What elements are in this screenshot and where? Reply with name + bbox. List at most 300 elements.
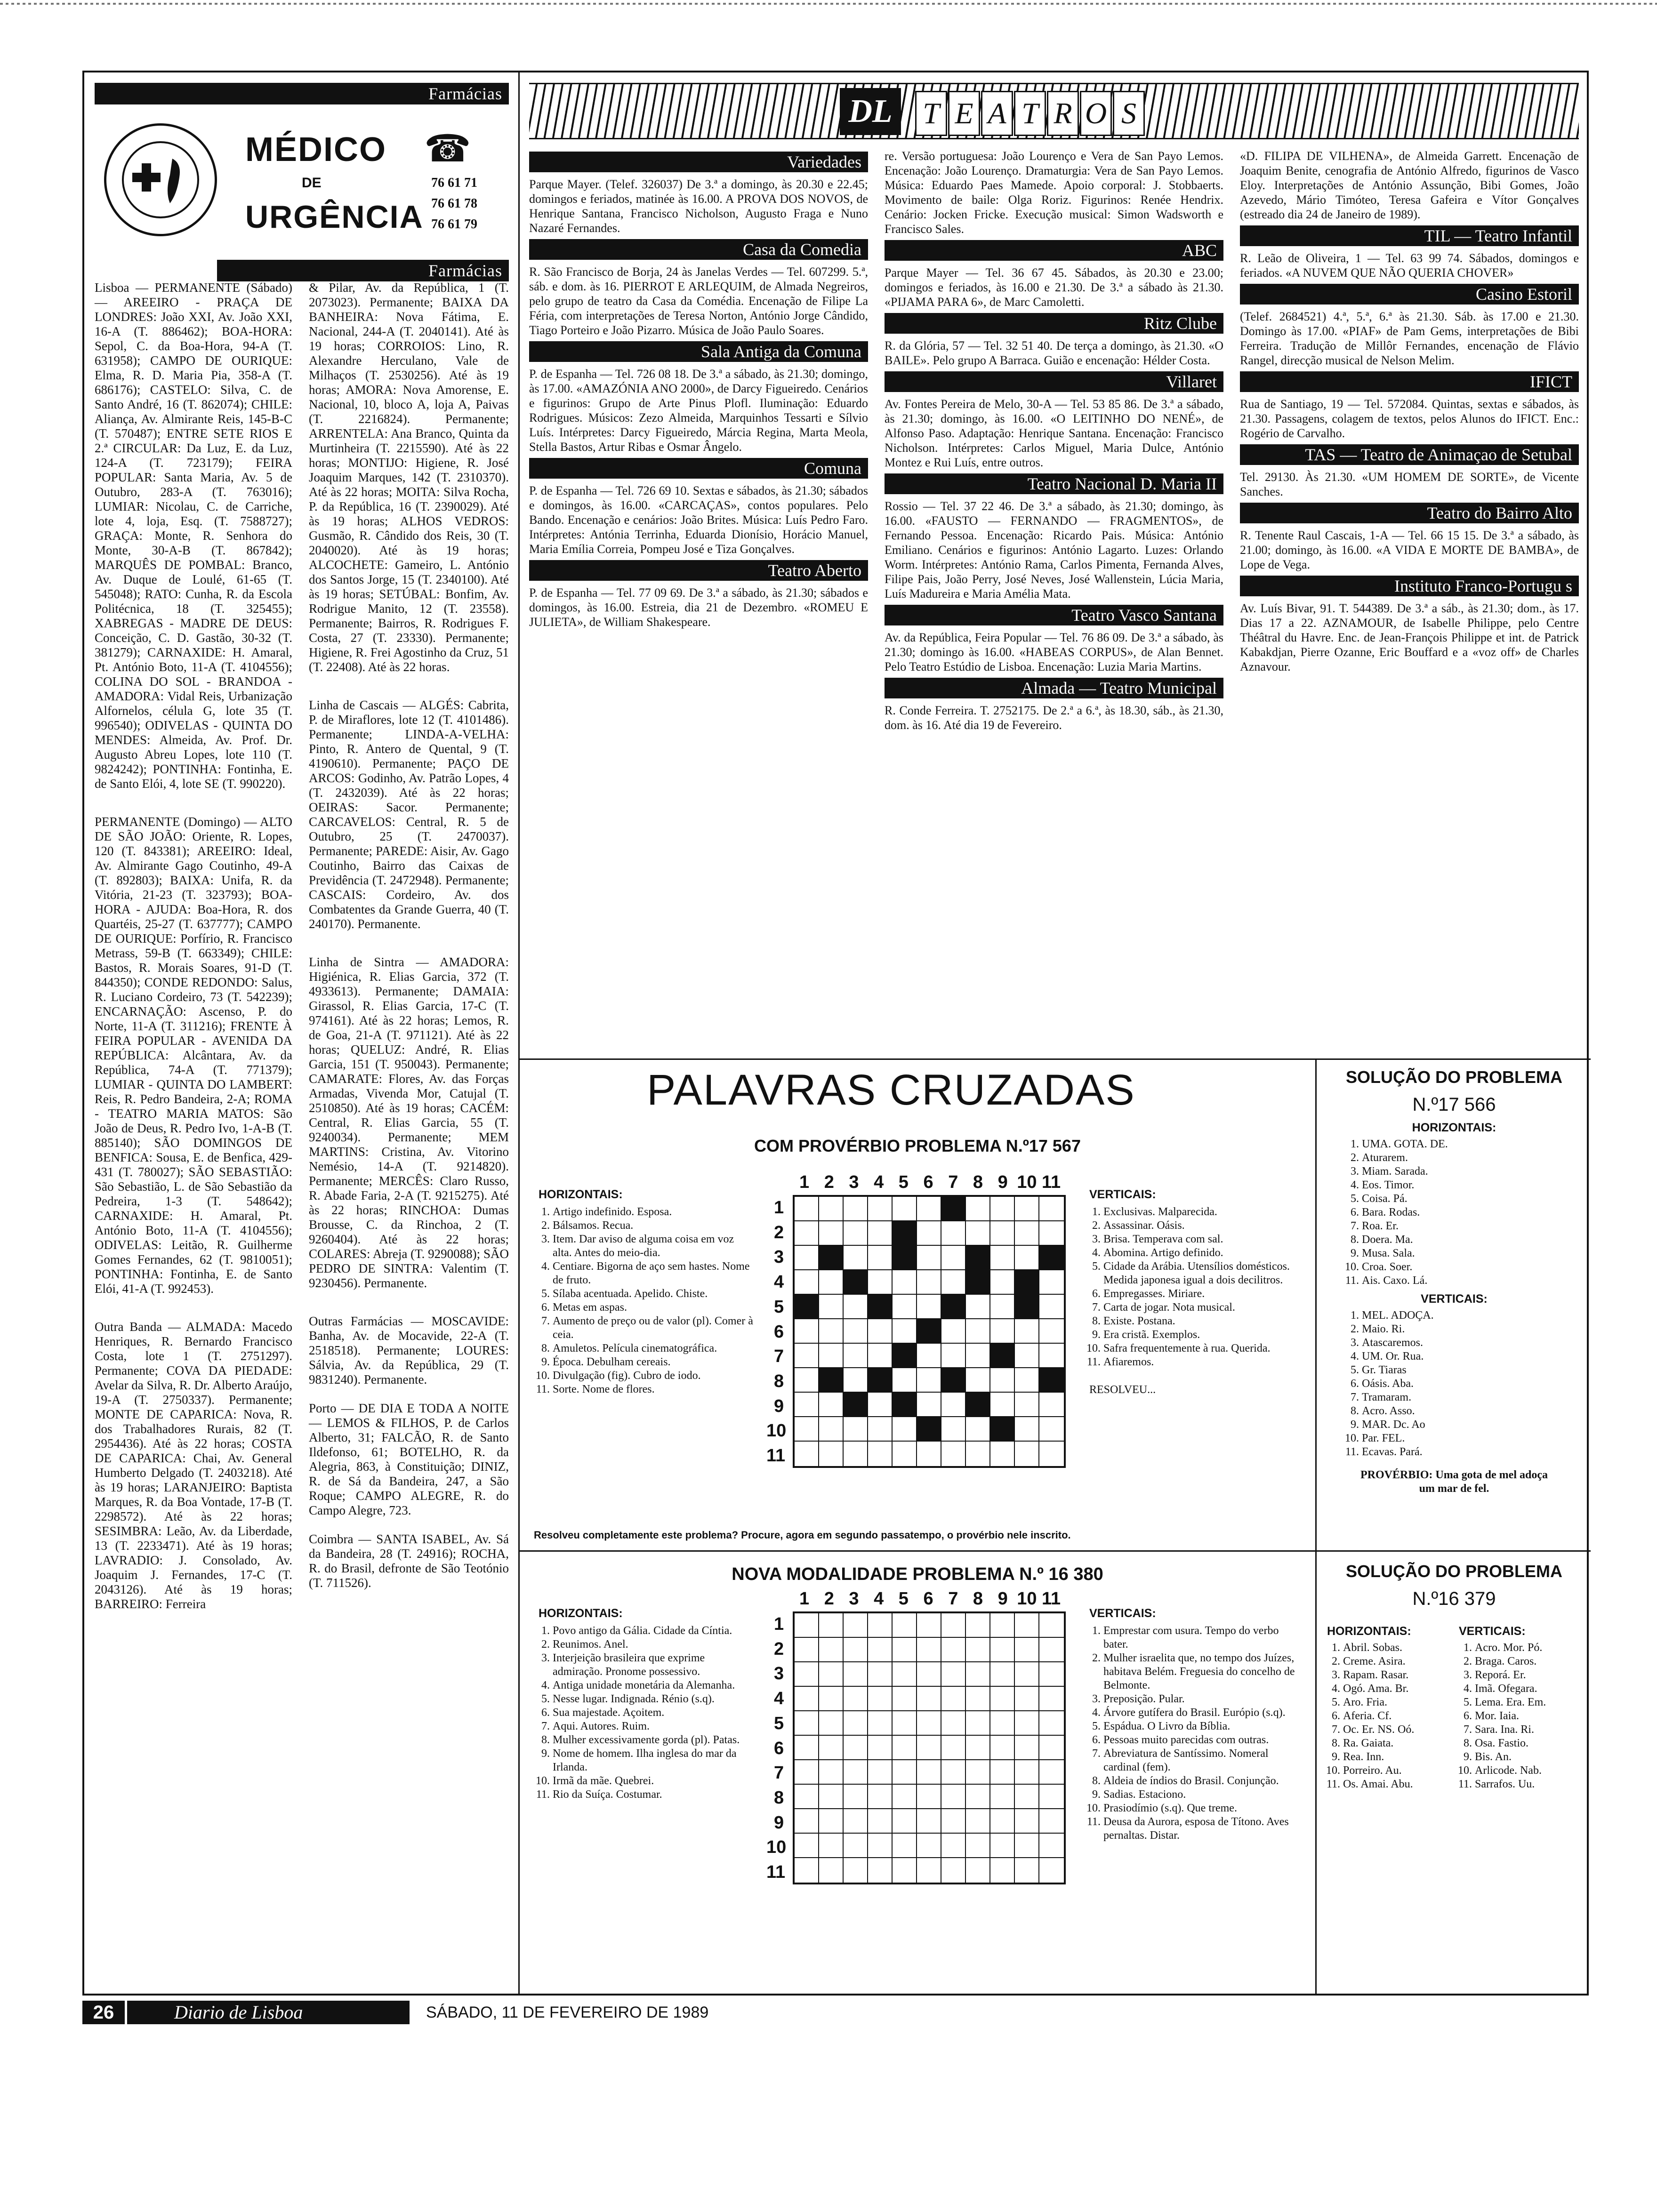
- clinic-logo: [104, 123, 217, 236]
- solution-entry: 11. Os. Amai. Abu.: [1343, 1778, 1449, 1791]
- grid-cell[interactable]: [1015, 1319, 1039, 1344]
- grid-cell[interactable]: [795, 1613, 819, 1638]
- grid-cell[interactable]: [990, 1295, 1015, 1319]
- grid-cell[interactable]: [1015, 1295, 1039, 1319]
- grid-cell[interactable]: [795, 1638, 819, 1662]
- grid-cell[interactable]: [819, 1785, 844, 1809]
- grid-cell[interactable]: [868, 1417, 893, 1442]
- grid-cell[interactable]: [941, 1687, 966, 1711]
- grid-cell[interactable]: [868, 1295, 893, 1319]
- grid-column-number: 9: [997, 1172, 1008, 1192]
- grid-cell[interactable]: [868, 1246, 893, 1270]
- grid-cell[interactable]: [941, 1221, 966, 1246]
- grid-cell[interactable]: [966, 1221, 990, 1246]
- grid-cell[interactable]: [941, 1319, 966, 1344]
- grid-cell[interactable]: [966, 1834, 990, 1858]
- grid-cell[interactable]: [795, 1809, 819, 1834]
- grid-cell[interactable]: [868, 1613, 893, 1638]
- grid-cell[interactable]: [868, 1197, 893, 1221]
- grid-cell[interactable]: [868, 1785, 893, 1809]
- grid-cell[interactable]: [893, 1736, 917, 1760]
- crossword-footer-note: Resolveu completamente este problema? Procure, agora em segundo passatempo, o provérbio nele inscrito.: [534, 1529, 1071, 1541]
- grid-cell[interactable]: [893, 1270, 917, 1295]
- grid-cell[interactable]: [868, 1662, 893, 1687]
- grid-cell[interactable]: [1015, 1613, 1039, 1638]
- grid-cell[interactable]: [1039, 1270, 1064, 1295]
- grid-column-number: 4: [874, 1172, 884, 1192]
- grid-cell[interactable]: [844, 1834, 868, 1858]
- grid-cell[interactable]: [819, 1687, 844, 1711]
- grid-cell[interactable]: [1015, 1417, 1039, 1442]
- grid-cell[interactable]: [1039, 1368, 1064, 1393]
- grid-cell[interactable]: [795, 1270, 819, 1295]
- grid-cell[interactable]: [893, 1760, 917, 1785]
- grid-cell[interactable]: [819, 1344, 844, 1368]
- grid-cell[interactable]: [819, 1270, 844, 1295]
- grid-row-number: 6: [774, 1322, 784, 1342]
- grid-cell[interactable]: [893, 1417, 917, 1442]
- grid-cell[interactable]: [941, 1246, 966, 1270]
- grid-cell[interactable]: [795, 1711, 819, 1736]
- grid-cell[interactable]: [844, 1442, 868, 1466]
- grid-cell[interactable]: [844, 1246, 868, 1270]
- grid-cell[interactable]: [1015, 1809, 1039, 1834]
- grid-cell[interactable]: [1039, 1344, 1064, 1368]
- grid-cell[interactable]: [941, 1760, 966, 1785]
- grid-column-number: 5: [898, 1172, 909, 1192]
- grid-cell[interactable]: [844, 1662, 868, 1687]
- teatros-letter: A: [981, 91, 1013, 136]
- grid-cell[interactable]: [795, 1687, 819, 1711]
- clue: 6. Sua majestade. Açoitem.: [553, 1706, 746, 1720]
- pharmacy-text-right: [309, 281, 509, 1595]
- grid-column-number: 3: [849, 1172, 859, 1192]
- grid-cell[interactable]: [941, 1295, 966, 1319]
- grid-cell[interactable]: [893, 1785, 917, 1809]
- grid-cell[interactable]: [990, 1417, 1015, 1442]
- grid-cell[interactable]: [917, 1319, 941, 1344]
- grid-cell[interactable]: [844, 1785, 868, 1809]
- theatre-heading: Teatro Vasco Santana: [885, 605, 1223, 625]
- grid-cell[interactable]: [917, 1295, 941, 1319]
- grid-cell[interactable]: [966, 1295, 990, 1319]
- grid-cell[interactable]: [819, 1221, 844, 1246]
- grid-cell[interactable]: [966, 1736, 990, 1760]
- page-footer: [82, 1998, 1589, 2026]
- grid-cell[interactable]: [844, 1417, 868, 1442]
- clue: 10. Irmã da mãe. Quebrei.: [553, 1774, 746, 1788]
- grid-cell[interactable]: [893, 1858, 917, 1883]
- clue: 6. Metas em aspas.: [553, 1301, 755, 1314]
- grid-cell[interactable]: [990, 1613, 1015, 1638]
- grid-cell[interactable]: [1015, 1393, 1039, 1417]
- solution-entry: 9. MAR. Dc. Ao: [1362, 1418, 1581, 1432]
- grid-cell[interactable]: [917, 1638, 941, 1662]
- grid-cell[interactable]: [1039, 1613, 1064, 1638]
- grid-cell[interactable]: [819, 1393, 844, 1417]
- grid-cell[interactable]: [819, 1197, 844, 1221]
- grid-cell[interactable]: [868, 1221, 893, 1246]
- grid-cell[interactable]: [819, 1711, 844, 1736]
- grid-cell[interactable]: [966, 1344, 990, 1368]
- grid-cell[interactable]: [1015, 1368, 1039, 1393]
- grid-cell[interactable]: [966, 1393, 990, 1417]
- grid-cell[interactable]: [1039, 1662, 1064, 1687]
- grid-cell[interactable]: [844, 1393, 868, 1417]
- crossword-2-grid[interactable]: [793, 1611, 1066, 1884]
- grid-cell[interactable]: [941, 1270, 966, 1295]
- grid-cell[interactable]: [917, 1711, 941, 1736]
- grid-cell[interactable]: [917, 1368, 941, 1393]
- grid-cell[interactable]: [1015, 1270, 1039, 1295]
- grid-cell[interactable]: [1039, 1221, 1064, 1246]
- grid-cell[interactable]: [1015, 1442, 1039, 1466]
- grid-cell[interactable]: [966, 1662, 990, 1687]
- grid-cell[interactable]: [1015, 1344, 1039, 1368]
- grid-cell[interactable]: [990, 1221, 1015, 1246]
- grid-cell[interactable]: [1015, 1638, 1039, 1662]
- grid-cell[interactable]: [990, 1442, 1015, 1466]
- grid-cell[interactable]: [990, 1270, 1015, 1295]
- theatre-body: re. Versão portuguesa: João Lourenço e Vera de San Payo Lemos. Encenação: João Lourenço. Dramaturgia: Vera de San Payo Lemos. Música: Eduardo Paes Mamede. Apoio corporal: J. Stobbaerts. Movimento de baile: Olga Roriz. Figurinos: Renée Hendrix. Cenário: Jocken Fricke. Execução musical: Simon Wadsworth e Francisco Sales.: [885, 149, 1223, 236]
- grid-cell[interactable]: [1015, 1834, 1039, 1858]
- grid-cell[interactable]: [868, 1442, 893, 1466]
- grid-cell[interactable]: [844, 1295, 868, 1319]
- grid-cell[interactable]: [795, 1197, 819, 1221]
- grid-cell[interactable]: [917, 1760, 941, 1785]
- grid-cell[interactable]: [966, 1785, 990, 1809]
- grid-cell[interactable]: [941, 1662, 966, 1687]
- grid-cell[interactable]: [1015, 1687, 1039, 1711]
- solution-entry: 7. Roa. Er.: [1362, 1219, 1581, 1233]
- crossword-horizontals: [539, 1188, 755, 1396]
- grid-cell[interactable]: [795, 1858, 819, 1883]
- grid-cell[interactable]: [893, 1442, 917, 1466]
- grid-cell[interactable]: [795, 1295, 819, 1319]
- grid-cell[interactable]: [1039, 1711, 1064, 1736]
- grid-cell[interactable]: [844, 1858, 868, 1883]
- grid-cell[interactable]: [893, 1295, 917, 1319]
- grid-cell[interactable]: [990, 1197, 1015, 1221]
- solution-entry: 2. Aturarem.: [1362, 1151, 1581, 1165]
- grid-cell[interactable]: [844, 1319, 868, 1344]
- grid-cell[interactable]: [844, 1736, 868, 1760]
- grid-row-number: 2: [774, 1639, 784, 1659]
- grid-cell[interactable]: [868, 1736, 893, 1760]
- grid-cell[interactable]: [990, 1785, 1015, 1809]
- grid-cell[interactable]: [844, 1613, 868, 1638]
- grid-cell[interactable]: [844, 1809, 868, 1834]
- solution-entry: 5. Aro. Fria.: [1343, 1696, 1449, 1709]
- grid-cell[interactable]: [990, 1858, 1015, 1883]
- grid-cell[interactable]: [1015, 1221, 1039, 1246]
- grid-cell[interactable]: [819, 1442, 844, 1466]
- grid-cell[interactable]: [990, 1638, 1015, 1662]
- theatre-body: Av. da República, Feira Popular — Tel. 76 86 09. De 3.ª a sábado, às 21.30; domingo às 16.00. «HABEAS CORPUS», de Alan Bennet. Pelo Teatro Estúdio de Lisboa. Encenação: Luzia Maria Martins.: [885, 631, 1223, 673]
- grid-cell[interactable]: [941, 1858, 966, 1883]
- grid-cell[interactable]: [966, 1319, 990, 1344]
- grid-cell[interactable]: [1039, 1736, 1064, 1760]
- clue: 4. Árvore gutífera do Brasil. Európio (s.q).: [1103, 1706, 1296, 1720]
- grid-cell[interactable]: [917, 1858, 941, 1883]
- grid-cell[interactable]: [917, 1613, 941, 1638]
- grid-cell[interactable]: [893, 1393, 917, 1417]
- grid-cell[interactable]: [868, 1344, 893, 1368]
- grid-cell[interactable]: [795, 1319, 819, 1344]
- grid-cell[interactable]: [966, 1442, 990, 1466]
- grid-cell[interactable]: [917, 1785, 941, 1809]
- grid-cell[interactable]: [990, 1809, 1015, 1834]
- grid-cell[interactable]: [1015, 1662, 1039, 1687]
- grid-cell[interactable]: [795, 1760, 819, 1785]
- grid-cell[interactable]: [868, 1809, 893, 1834]
- grid-cell[interactable]: [1039, 1246, 1064, 1270]
- pharmacy-coimbra: Coimbra — SANTA ISABEL, Av. Sá da Bandeira, 28 (T. 24916); ROCHA, R. do Brasil, defronte de São Teotónio (T. 711526).: [309, 1532, 509, 1590]
- grid-cell[interactable]: [917, 1393, 941, 1417]
- grid-cell[interactable]: [893, 1809, 917, 1834]
- clues-heading: VERTICAIS:: [1089, 1607, 1156, 1620]
- grid-cell[interactable]: [1039, 1417, 1064, 1442]
- grid-cell[interactable]: [966, 1760, 990, 1785]
- grid-cell[interactable]: [795, 1246, 819, 1270]
- grid-cell[interactable]: [966, 1417, 990, 1442]
- grid-cell[interactable]: [819, 1319, 844, 1344]
- grid-cell[interactable]: [966, 1711, 990, 1736]
- grid-cell[interactable]: [990, 1246, 1015, 1270]
- grid-cell[interactable]: [1015, 1785, 1039, 1809]
- grid-cell[interactable]: [844, 1344, 868, 1368]
- grid-cell[interactable]: [917, 1344, 941, 1368]
- teatros-letter: T: [1014, 91, 1046, 136]
- grid-cell[interactable]: [795, 1221, 819, 1246]
- grid-column-number: 10: [1017, 1589, 1037, 1609]
- solution-entry: 3. Reporá. Er.: [1475, 1668, 1581, 1682]
- theatre-body: P. de Espanha — Tel. 726 69 10. Sextas e sábados, às 21.30; sábados e domingos, às 16.00. «CARCAÇAS», contos populares. Pelo Bando. Encenação e cenários: João Brites. Música: Luís Pedro Faro. Intérpretes: Antónia Terrinha, Eduarda Dionísio, Horácio Manuel, Maria Emília Correia, Pompeu José e Tiza Gonçalves.: [529, 484, 868, 556]
- medico-title: MÉDICO: [245, 131, 386, 168]
- solution-entry: 8. Ra. Gaiata.: [1343, 1737, 1449, 1750]
- grid-cell[interactable]: [941, 1368, 966, 1393]
- grid-cell[interactable]: [893, 1638, 917, 1662]
- solution-entry: 10. Croa. Soer.: [1362, 1260, 1581, 1274]
- grid-cell[interactable]: [819, 1368, 844, 1393]
- solution-entry: 6. Mor. Iaia.: [1475, 1709, 1581, 1723]
- grid-cell[interactable]: [868, 1368, 893, 1393]
- grid-cell[interactable]: [966, 1246, 990, 1270]
- grid-cell[interactable]: [844, 1711, 868, 1736]
- grid-cell[interactable]: [990, 1368, 1015, 1393]
- grid-cell[interactable]: [893, 1246, 917, 1270]
- grid-cell[interactable]: [941, 1197, 966, 1221]
- grid-cell[interactable]: [990, 1344, 1015, 1368]
- grid-cell[interactable]: [868, 1638, 893, 1662]
- grid-cell[interactable]: [893, 1221, 917, 1246]
- grid-cell[interactable]: [893, 1662, 917, 1687]
- grid-cell[interactable]: [941, 1613, 966, 1638]
- grid-cell[interactable]: [917, 1221, 941, 1246]
- grid-cell[interactable]: [893, 1613, 917, 1638]
- solution-entry: 7. Tramaram.: [1362, 1391, 1581, 1404]
- grid-cell[interactable]: [917, 1246, 941, 1270]
- grid-cell[interactable]: [819, 1834, 844, 1858]
- clue: 8. Amuletos. Película cinematográfica.: [553, 1342, 755, 1355]
- grid-cell[interactable]: [941, 1417, 966, 1442]
- grid-cell[interactable]: [1039, 1858, 1064, 1883]
- grid-cell[interactable]: [990, 1319, 1015, 1344]
- grid-cell[interactable]: [1015, 1858, 1039, 1883]
- grid-cell[interactable]: [917, 1687, 941, 1711]
- grid-cell[interactable]: [1039, 1785, 1064, 1809]
- grid-cell[interactable]: [795, 1393, 819, 1417]
- grid-cell[interactable]: [1039, 1393, 1064, 1417]
- grid-cell[interactable]: [819, 1417, 844, 1442]
- grid-cell[interactable]: [844, 1368, 868, 1393]
- theatre-heading: Sala Antiga da Comuna: [529, 341, 868, 362]
- grid-cell[interactable]: [893, 1319, 917, 1344]
- grid-cell[interactable]: [819, 1613, 844, 1638]
- grid-cell[interactable]: [819, 1246, 844, 1270]
- grid-cell[interactable]: [819, 1760, 844, 1785]
- grid-cell[interactable]: [844, 1687, 868, 1711]
- grid-cell[interactable]: [917, 1834, 941, 1858]
- solution-entry: 5. Lema. Era. Em.: [1475, 1696, 1581, 1709]
- grid-cell[interactable]: [893, 1344, 917, 1368]
- grid-cell[interactable]: [1039, 1442, 1064, 1466]
- grid-cell[interactable]: [966, 1638, 990, 1662]
- grid-cell[interactable]: [990, 1760, 1015, 1785]
- grid-cell[interactable]: [941, 1785, 966, 1809]
- grid-cell[interactable]: [795, 1442, 819, 1466]
- grid-cell[interactable]: [868, 1393, 893, 1417]
- grid-cell[interactable]: [966, 1368, 990, 1393]
- grid-cell[interactable]: [868, 1834, 893, 1858]
- theatre-body: P. de Espanha — Tel. 726 08 18. De 3.ª a sábado, às 21.30; domingo, às 17.00. «AMAZÓNIA ANO 2000», de Darcy Figueiredo. Cenários e figurinos: Grupo de Arte Pinus Plofl. Iluminação: Eduardo Rodrigues. Músicos: Zezo Almeida, Marquinhos Tessarti e Sílvio Luís. Intérpretes: Darcy Figueiredo, Márcia Regina, Marta Meola, Stella Bastos, Artur Ribas e Osmar Ângelo.: [529, 367, 868, 454]
- grid-cell[interactable]: [893, 1834, 917, 1858]
- grid-cell[interactable]: [941, 1344, 966, 1368]
- grid-cell[interactable]: [941, 1442, 966, 1466]
- grid-cell[interactable]: [990, 1736, 1015, 1760]
- grid-cell[interactable]: [990, 1687, 1015, 1711]
- grid-cell[interactable]: [941, 1809, 966, 1834]
- grid-cell[interactable]: [1039, 1197, 1064, 1221]
- solution-entry: 1. Abril. Sobas.: [1343, 1641, 1449, 1655]
- grid-cell[interactable]: [1039, 1295, 1064, 1319]
- grid-cell[interactable]: [990, 1662, 1015, 1687]
- solution-entry: 7. Oc. Er. NS. Oó.: [1343, 1723, 1449, 1737]
- grid-cell[interactable]: [941, 1393, 966, 1417]
- grid-cell[interactable]: [941, 1834, 966, 1858]
- grid-cell[interactable]: [1039, 1319, 1064, 1344]
- grid-cell[interactable]: [795, 1417, 819, 1442]
- pharmacy-cascais: Linha de Cascais — ALGÉS: Cabrita, P. de Miraflores, lote 12 (T. 4101486). Permanente; LINDA-A-VELHA: Pinto, R. Antero de Quental, 9 (T. 4190610). Permanente; PAÇO DE ARCOS: Godinho, Av. Patrão Lopes, 4 (T. 2432039). Até às 22 horas; OEIRAS: Sacor. Permanente; CARCAVELOS: Central, R. 5 de Outubro, 25 (T. 2470037). Permanente; PAREDE: Aisir, Av. Gago Coutinho, Bairro das Caixas de Previdência (T. 2472948). Permanente; CASCAIS: Cordeiro, Av. dos Combatentes da Grande Guerra, 40 (T. 240170). Permanente.: [309, 698, 509, 931]
- grid-cell[interactable]: [795, 1662, 819, 1687]
- grid-cell[interactable]: [1015, 1246, 1039, 1270]
- grid-cell[interactable]: [819, 1809, 844, 1834]
- grid-cell[interactable]: [868, 1270, 893, 1295]
- grid-cell[interactable]: [893, 1711, 917, 1736]
- clue: 1. Exclusivas. Malparecida.: [1103, 1205, 1296, 1219]
- solution-2: [1327, 1560, 1581, 1983]
- clue: 5. Sílaba acentuada. Apelido. Chiste.: [553, 1287, 755, 1301]
- grid-cell[interactable]: [990, 1393, 1015, 1417]
- grid-cell[interactable]: [868, 1319, 893, 1344]
- grid-cell[interactable]: [966, 1613, 990, 1638]
- grid-cell[interactable]: [1039, 1834, 1064, 1858]
- grid-cell[interactable]: [1015, 1711, 1039, 1736]
- grid-cell[interactable]: [868, 1760, 893, 1785]
- grid-cell[interactable]: [893, 1368, 917, 1393]
- theatre-heading: Villaret: [885, 371, 1223, 392]
- solution-number: N.º16 379: [1412, 1588, 1496, 1609]
- grid-cell[interactable]: [1015, 1197, 1039, 1221]
- grid-cell[interactable]: [1015, 1760, 1039, 1785]
- grid-cell[interactable]: [819, 1662, 844, 1687]
- solution-entry: 10. Par. FEL.: [1362, 1432, 1581, 1445]
- grid-cell[interactable]: [1039, 1760, 1064, 1785]
- grid-cell[interactable]: [844, 1197, 868, 1221]
- grid-cell[interactable]: [868, 1687, 893, 1711]
- grid-column-number: 8: [973, 1172, 983, 1192]
- grid-cell[interactable]: [844, 1270, 868, 1295]
- grid-cell[interactable]: [795, 1736, 819, 1760]
- clue: 1. Artigo indefinido. Esposa.: [553, 1205, 755, 1219]
- grid-cell[interactable]: [941, 1711, 966, 1736]
- grid-cell[interactable]: [844, 1760, 868, 1785]
- grid-cell[interactable]: [917, 1442, 941, 1466]
- grid-cell[interactable]: [795, 1344, 819, 1368]
- grid-cell[interactable]: [819, 1736, 844, 1760]
- grid-cell[interactable]: [917, 1197, 941, 1221]
- grid-cell[interactable]: [1039, 1687, 1064, 1711]
- grid-cell[interactable]: [966, 1858, 990, 1883]
- grid-column-number: 6: [923, 1172, 933, 1192]
- grid-cell[interactable]: [844, 1638, 868, 1662]
- grid-cell[interactable]: [819, 1858, 844, 1883]
- grid-cell[interactable]: [917, 1809, 941, 1834]
- grid-cell[interactable]: [1039, 1809, 1064, 1834]
- clue: 8. Mulher excessivamente gorda (pl). Patas.: [553, 1733, 746, 1747]
- grid-cell[interactable]: [1015, 1736, 1039, 1760]
- solution-entry: 1. UMA. GOTA. DE.: [1362, 1138, 1581, 1151]
- grid-cell[interactable]: [868, 1711, 893, 1736]
- grid-cell[interactable]: [795, 1785, 819, 1809]
- grid-cell[interactable]: [941, 1736, 966, 1760]
- crossword-grid[interactable]: [793, 1195, 1066, 1468]
- grid-cell[interactable]: [917, 1662, 941, 1687]
- grid-cell[interactable]: [941, 1638, 966, 1662]
- grid-cell[interactable]: [868, 1858, 893, 1883]
- grid-cell[interactable]: [819, 1295, 844, 1319]
- grid-cell[interactable]: [966, 1809, 990, 1834]
- grid-column-number: 2: [824, 1172, 834, 1192]
- grid-cell[interactable]: [1039, 1638, 1064, 1662]
- grid-cell[interactable]: [795, 1368, 819, 1393]
- grid-cell[interactable]: [795, 1834, 819, 1858]
- grid-cell[interactable]: [966, 1270, 990, 1295]
- grid-cell[interactable]: [917, 1417, 941, 1442]
- grid-cell[interactable]: [966, 1687, 990, 1711]
- grid-cell[interactable]: [893, 1197, 917, 1221]
- grid-row-number: 5: [774, 1297, 784, 1317]
- grid-cell[interactable]: [990, 1711, 1015, 1736]
- grid-cell[interactable]: [917, 1736, 941, 1760]
- grid-cell[interactable]: [819, 1638, 844, 1662]
- grid-cell[interactable]: [917, 1270, 941, 1295]
- grid-cell[interactable]: [844, 1221, 868, 1246]
- pharmacies-column: [95, 83, 509, 1984]
- grid-cell[interactable]: [966, 1197, 990, 1221]
- grid-cell[interactable]: [893, 1687, 917, 1711]
- grid-cell[interactable]: [990, 1834, 1015, 1858]
